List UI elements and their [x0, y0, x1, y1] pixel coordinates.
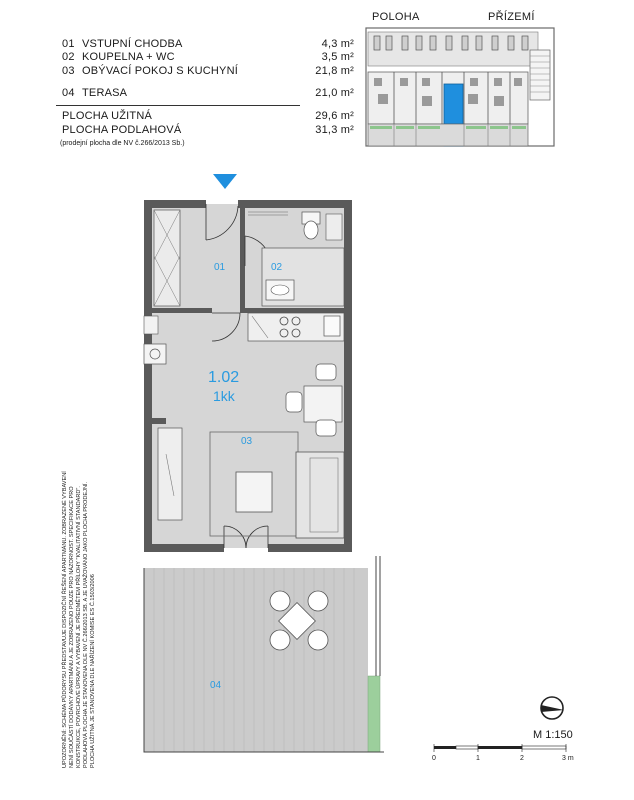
dining-table: [304, 386, 342, 422]
highlighted-unit: [444, 84, 463, 124]
room-label-02: 02: [271, 262, 283, 273]
terrace-floor: [144, 568, 368, 752]
chair: [316, 420, 336, 436]
sofa: [296, 452, 344, 538]
room-number: 04: [62, 87, 75, 99]
room-number: 02: [62, 51, 75, 63]
room-name: TERASA: [82, 87, 128, 99]
entrance-arrow-icon: [213, 174, 237, 190]
room-label-01: 01: [214, 262, 226, 273]
room-area: 4,3 m²: [321, 38, 354, 50]
total-area: 31,3 m²: [315, 124, 354, 136]
chair: [286, 392, 302, 412]
floor-label: PŘÍZEMÍ: [488, 11, 535, 23]
disclaimer: [62, 420, 97, 768]
total-name: PLOCHA PODLAHOVÁ: [62, 124, 182, 136]
disclaimer-line: UPOZORNĚNÍ: SCHÉMA PŮDORYSU PŘEDSTAVUJE DISPOZIČNÍ ŘEŠENÍ APARTMÁNU. ZOBRAZENÉ VYBAVENÍ: [62, 471, 68, 768]
total-name: PLOCHA UŽITNÁ: [62, 110, 153, 122]
planter: [368, 676, 380, 752]
unit-number: 1.02: [208, 369, 240, 386]
room-label-04: 04: [210, 680, 222, 691]
room-name: VSTUPNÍ CHODBA: [82, 38, 183, 50]
disclaimer-line: PLOCHA UŽITNÁ JE STANOVENA DLE NAŘÍZENÍ KOMISE ES Č.1503/2006: [90, 574, 96, 768]
disclaimer-line: PODLAHOVÁ PLOCHA JE STANOVENA DLE NV Č.266/2013 SB. A JE UVAŽOVÁNO JAKO PLOCHA PRODEJNÍ.: [83, 481, 89, 768]
scale-bar: [430, 744, 580, 756]
key-plan: [364, 24, 564, 154]
floor-plan: [140, 196, 400, 756]
room-area: 21,8 m²: [315, 65, 354, 77]
location-label: POLOHA: [372, 11, 420, 23]
coffee-table: [236, 472, 272, 512]
washing-machine: [144, 344, 166, 364]
disclaimer-line: NENÍ SOUČÁSTÍ DODÁVKY APARTMÁNU A JE ZOBRAZENO POUZE PRO NÁZORNOST. SPECIFIKACE PRO: [69, 486, 75, 768]
room-area: 3,5 m²: [321, 51, 354, 63]
scale-tick: 1: [476, 755, 480, 762]
room-name: KOUPELNA + WC: [82, 51, 175, 63]
scale-tick: 3 m: [562, 755, 574, 762]
room-number: 01: [62, 38, 75, 50]
room-area: 21,0 m²: [315, 87, 354, 99]
sink: [324, 316, 340, 336]
divider: [56, 105, 300, 106]
room-name: OBÝVACÍ POKOJ S KUCHYNÍ: [82, 65, 238, 77]
total-area: 29,6 m²: [315, 110, 354, 122]
unit-type: 1kk: [213, 388, 235, 404]
north-arrow-icon: [538, 694, 566, 722]
scale-label: M 1:150: [533, 729, 573, 741]
wardrobe: [154, 210, 180, 306]
scale-tick: 2: [520, 755, 524, 762]
room-number: 03: [62, 65, 75, 77]
room-label-03: 03: [241, 436, 253, 447]
scale-tick: 0: [432, 755, 436, 762]
disclaimer-line: KONSTRUKCE, POVRCHOVÉ ÚPRAVY A VYBAVENÍ JE PŘEDMĚTEM PŘÍLOHY "KVALITATIVNÍ STANDARD".: [76, 486, 82, 768]
chair: [316, 364, 336, 380]
totals-note: (prodejní plocha dle NV č.266/2013 Sb.): [60, 140, 185, 147]
